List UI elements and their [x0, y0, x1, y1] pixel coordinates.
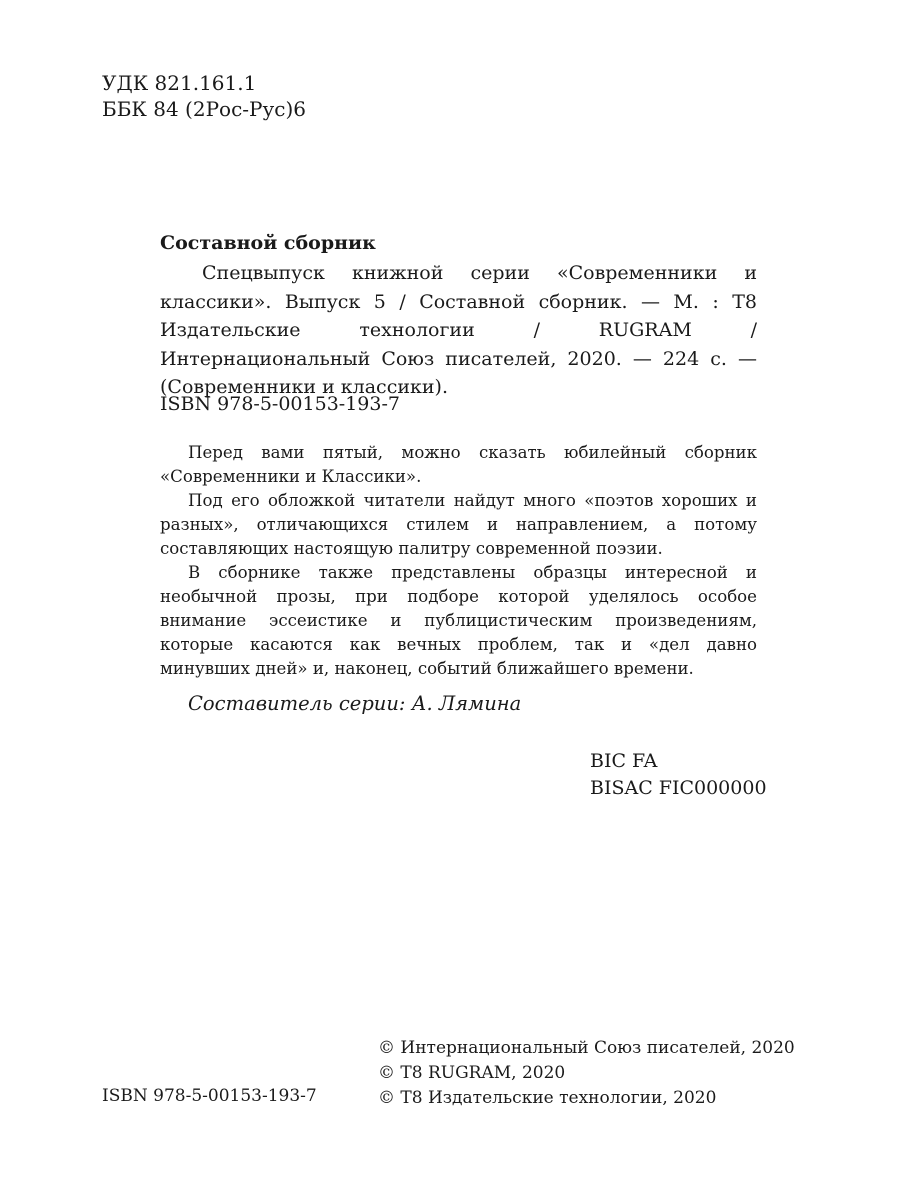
bic-code: BIC FA: [590, 750, 658, 772]
bbk-code: ББК 84 (2Рос-Рус)6: [102, 97, 306, 121]
bibliographic-description: [160, 259, 757, 402]
isbn-main: ISBN 978-5-00153-193-7: [160, 393, 400, 415]
copyright-line: © T8 RUGRAM, 2020: [378, 1063, 566, 1083]
copyright-block: [378, 1036, 795, 1111]
annotation-paragraph: Перед вами пятый, можно сказать юбилейный сборник «Современники и Классики».: [160, 443, 757, 486]
copyright-line: © T8 Издательские технологии, 2020: [378, 1088, 717, 1108]
subject-codes: [590, 748, 767, 802]
book-title: Составной сборник: [160, 232, 376, 254]
annotation-paragraph: В сборнике также представлены образцы интересной и необычной прозы, при подборе которой уделялось особое внимание эссеистике и публицистическим произведениям, которые касаются как вечных проблем, так и «дел давно минувших дней» и, наконец, событий ближайшего времени.: [160, 563, 757, 678]
classification-codes: [102, 70, 306, 122]
udk-code: УДК 821.161.1: [102, 71, 257, 95]
bisac-code: BISAC FIC000000: [590, 777, 767, 799]
series-compiler: Составитель серии: А. Лямина: [188, 692, 522, 715]
copyright-line: © Интернациональный Союз писателей, 2020: [378, 1038, 795, 1058]
annotation-paragraph: Под его обложкой читатели найдут много «поэтов хороших и разных», отличающихся стилем и направлением, а потому составляющих настоящую палитру современной поэзии.: [160, 491, 757, 558]
bibliographic-text: Спецвыпуск книжной серии «Современники и классики». Выпуск 5 / Составной сборник. — М. : T8 Издательские технологии / RUGRAM / Интернациональный Союз писателей, 2020. — 224 с. — (Современники и классики).: [160, 262, 757, 398]
isbn-footer: ISBN 978-5-00153-193-7: [102, 1086, 317, 1106]
annotation: [160, 441, 757, 681]
